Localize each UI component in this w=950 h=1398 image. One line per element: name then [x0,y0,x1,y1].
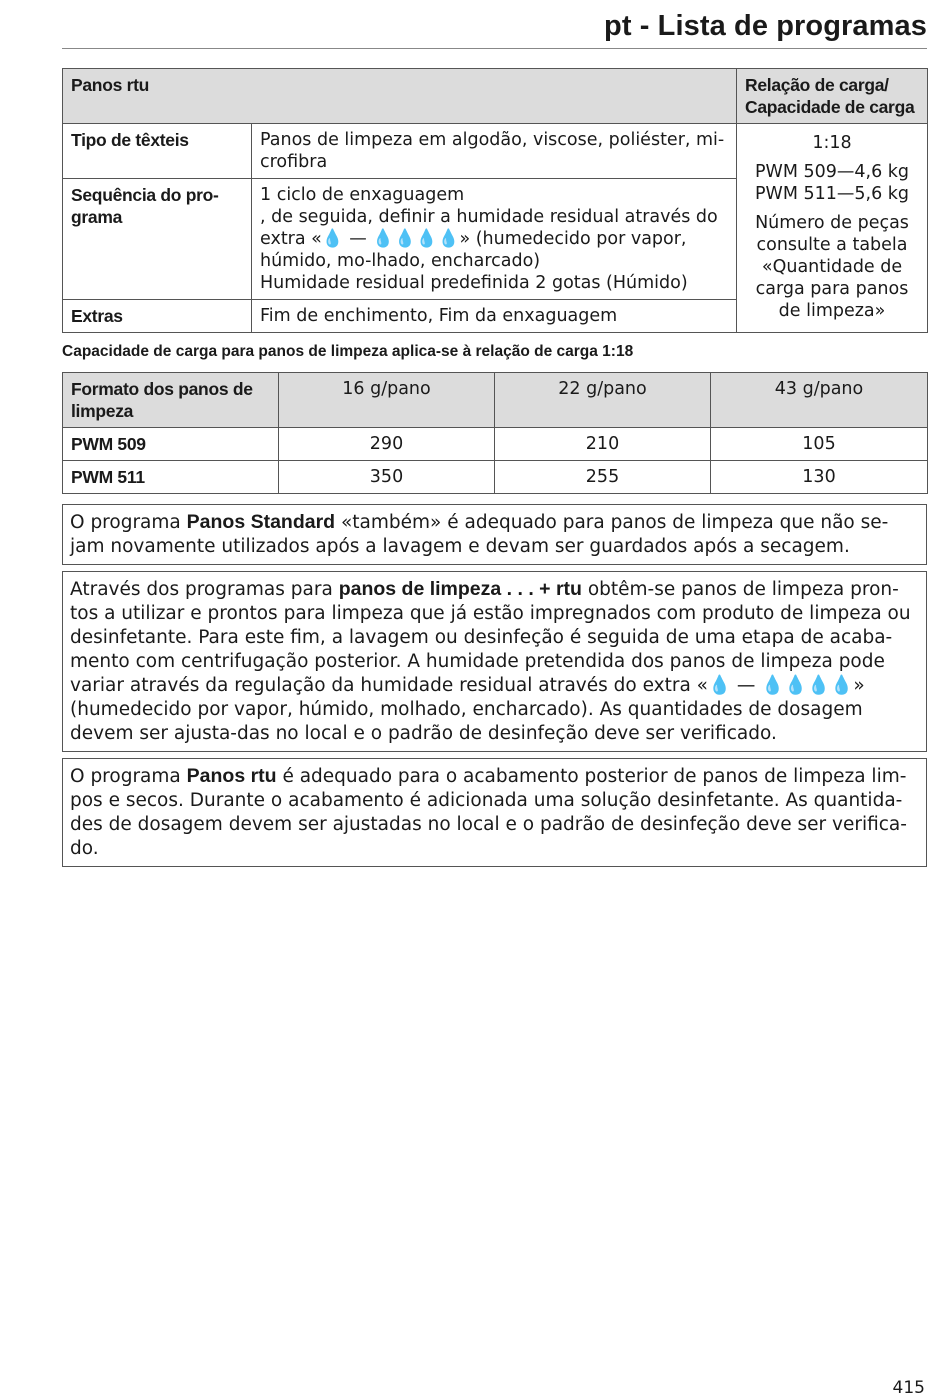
note-program-name: panos de limpeza . . . + rtu [338,578,582,600]
sequence-line-3: Humidade residual predefinida 2 gotas (Húmido) [260,273,688,293]
capacity-caption: Capacidade de carga para panos de limpeza aplica-se à relação de carga 1:18 [62,343,634,360]
program-table [62,68,928,333]
model-cell: PWM 509 [63,428,279,461]
note-program-name: Panos Standard [186,511,336,533]
note-text: «também» é adequado para panos de limpeza que não se-jam novamente utilizados após a lavagem e devam ser guardados após a secagem. [70,512,889,557]
note-text: O programa [70,512,187,533]
sequence-line-2: , de seguida, definir a humidade residual através do extra «💧 — 💧💧💧💧» (humedecido por vapor, húmido, mo-lhado, encharcado) [260,207,718,271]
value-cell: 130 [711,461,928,494]
sequence-line-1: 1 ciclo de enxaguagem [260,185,465,205]
row-label-textiles: Tipo de têxteis [63,124,252,179]
table-row [63,461,928,494]
note-text: O programa [70,766,187,787]
value-cell: 350 [279,461,495,494]
ratio-value: 1:18 [812,133,852,153]
ratio-header-line1: Relação de carga/ [745,75,889,95]
table-row [63,428,928,461]
page-title: pt - Lista de programas [604,10,927,42]
note-text: é adequado para o acabamento posterior de panos de limpeza lim-pos e secos. Durante o acabamento é adicionada uma solução desinfetante. As quantida-des de dosagem devem ser ajustadas no local e o padrão de desinfeção deve ser verifica-do. [70,766,907,859]
note-panos-rtu [62,758,927,867]
row-label-extras: Extras [63,300,252,333]
value-cell: 105 [711,428,928,461]
row-value-extras: Fim de enchimento, Fim da enxaguagem [252,300,737,333]
capacity-col-43: 43 g/pano [711,373,928,428]
row-label-sequence: Sequência do pro-grama [63,179,252,300]
value-cell: 290 [279,428,495,461]
page-header [62,8,927,49]
value-cell: 210 [495,428,711,461]
value-cell: 255 [495,461,711,494]
capacity-col-16: 16 g/pano [279,373,495,428]
note-text: obtêm-se panos de limpeza pron-tos a utilizar e prontos para limpeza que já estão impregnados com produto de limpeza ou desinfetante. Para este fim, a lavagem ou desinfeção é seguida de uma etapa de acaba-mento com centrifugação posterior. A humidade pretendida dos panos de limpeza pode variar através da regulação da humidade residual através do extra «💧 — 💧💧💧💧» (humedecido por vapor, húmido, molhado, encharcado). As quantidades de dosagem devem ser ajusta-das no local e o padrão de desinfeção deve ser verificado. [70,579,911,744]
page-number: 415 [892,1378,925,1398]
ratio-cell [737,124,928,333]
model-cell: PWM 511 [63,461,279,494]
capacity-table [62,372,928,494]
ratio-pwm509: PWM 509—4,6 kg [754,162,910,182]
note-program-name: Panos rtu [186,765,277,787]
row-value-textiles: Panos de limpeza em algodão, viscose, poliéster, mi-crofibra [252,124,737,179]
program-table-title: Panos rtu [63,69,737,124]
ratio-header [737,69,928,124]
row-value-sequence [252,179,737,300]
ratio-note: Número de peças consulte a tabela «Quantidade de carga para panos de limpeza» [755,213,909,321]
capacity-col-22: 22 g/pano [495,373,711,428]
note-rtu-programs [62,571,927,752]
ratio-pwm511: PWM 511—5,6 kg [754,184,910,204]
note-text: Através dos programas para [70,579,339,600]
note-panos-standard [62,504,927,565]
ratio-header-line2: Capacidade de carga [745,97,915,117]
capacity-header-label: Formato dos panos de limpeza [63,373,279,428]
